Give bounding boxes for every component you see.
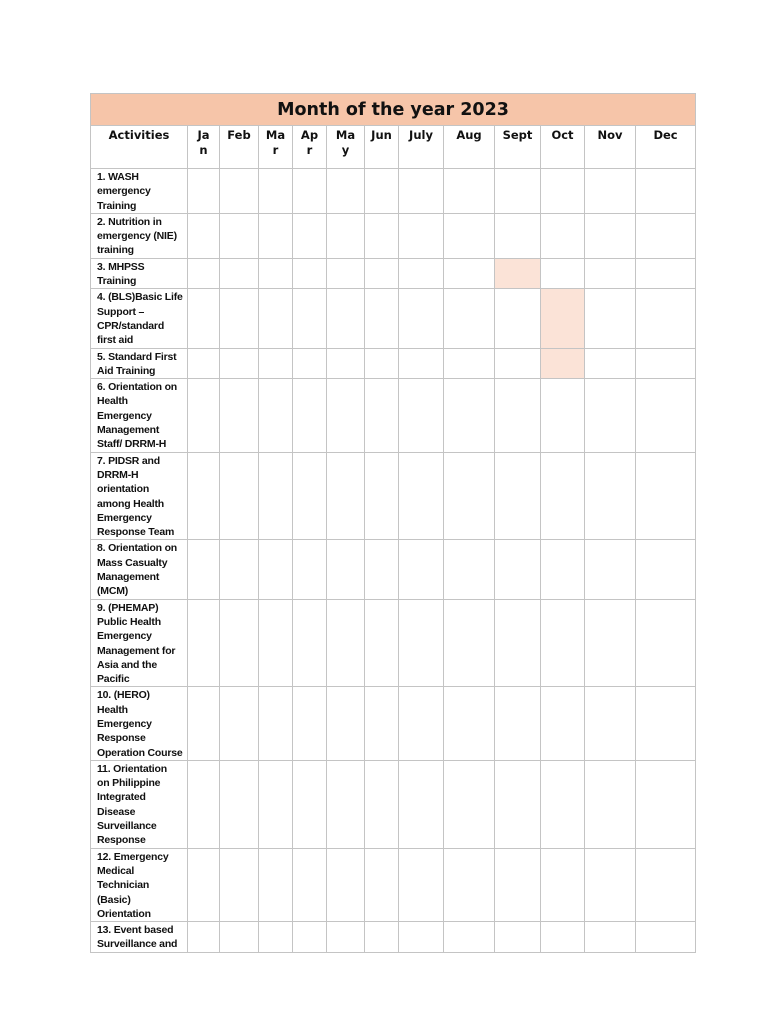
table-row: [91, 258, 696, 289]
schedule-cell: [365, 258, 399, 289]
schedule-cell: [220, 169, 259, 214]
table-row: [91, 379, 696, 452]
schedule-cell: [365, 922, 399, 953]
schedule-cell: [495, 540, 541, 599]
schedule-cell: [495, 848, 541, 921]
schedule-cell: [495, 687, 541, 760]
schedule-cell: [259, 258, 293, 289]
schedule-cell: [188, 258, 220, 289]
month-header: Aug: [444, 126, 495, 169]
schedule-cell: [259, 348, 293, 379]
schedule-cell: [541, 379, 585, 452]
schedule-cell: [399, 452, 444, 540]
month-header: Ma y: [327, 126, 365, 169]
schedule-cell: [220, 540, 259, 599]
schedule-cell: [541, 687, 585, 760]
schedule-cell: [365, 348, 399, 379]
schedule-cell: [444, 540, 495, 599]
schedule-cell: [365, 599, 399, 687]
schedule-cell: [293, 848, 327, 921]
schedule-cell: [327, 289, 365, 348]
schedule-cell: [188, 848, 220, 921]
schedule-cell: [220, 258, 259, 289]
schedule-cell: [541, 540, 585, 599]
schedule-cell: [495, 213, 541, 258]
schedule-cell: [365, 169, 399, 214]
schedule-cell: [636, 213, 696, 258]
schedule-cell: [220, 348, 259, 379]
schedule-cell: [293, 169, 327, 214]
activity-cell: 1. WASH emergency Training: [91, 169, 188, 214]
schedule-cell: [188, 348, 220, 379]
schedule-cell: [495, 169, 541, 214]
schedule-cell-highlighted: [541, 289, 585, 348]
schedule-cell: [220, 848, 259, 921]
schedule-cell: [220, 289, 259, 348]
schedule-cell: [585, 258, 636, 289]
month-header: Oct: [541, 126, 585, 169]
schedule-cell: [220, 213, 259, 258]
activity-cell: 7. PIDSR and DRRM-H orientation among Health Emergency Response Team: [91, 452, 188, 540]
schedule-cell: [259, 922, 293, 953]
schedule-cell: [365, 687, 399, 760]
schedule-cell: [293, 922, 327, 953]
month-header: Sept: [495, 126, 541, 169]
schedule-cell: [636, 452, 696, 540]
schedule-cell: [495, 599, 541, 687]
table-row: [91, 540, 696, 599]
schedule-cell: [444, 169, 495, 214]
table-row: [91, 922, 696, 953]
schedule-cell: [636, 760, 696, 848]
table-row: [91, 169, 696, 214]
schedule-cell: [365, 213, 399, 258]
activity-calendar-table: [90, 93, 696, 953]
schedule-cell: [327, 922, 365, 953]
month-header: Ap r: [293, 126, 327, 169]
schedule-cell: [444, 379, 495, 452]
table-row: [91, 687, 696, 760]
schedule-cell: [636, 169, 696, 214]
schedule-cell: [585, 599, 636, 687]
activity-cell: 13. Event based Surveillance and: [91, 922, 188, 953]
activity-cell: 10. (HERO) Health Emergency Response Operation Course: [91, 687, 188, 760]
schedule-cell: [585, 687, 636, 760]
schedule-cell-highlighted: [495, 258, 541, 289]
schedule-cell: [259, 540, 293, 599]
schedule-cell: [444, 848, 495, 921]
schedule-cell: [444, 687, 495, 760]
schedule-cell: [541, 258, 585, 289]
schedule-cell: [636, 922, 696, 953]
schedule-cell: [636, 289, 696, 348]
schedule-cell: [495, 760, 541, 848]
schedule-cell: [220, 379, 259, 452]
schedule-cell: [495, 289, 541, 348]
schedule-cell: [585, 540, 636, 599]
schedule-cell: [585, 169, 636, 214]
schedule-cell: [365, 452, 399, 540]
table-body: [91, 169, 696, 953]
schedule-cell: [444, 599, 495, 687]
activity-cell: 11. Orientation on Philippine Integrated Disease Surveillance Response: [91, 760, 188, 848]
schedule-cell: [585, 452, 636, 540]
schedule-cell: [188, 169, 220, 214]
schedule-cell: [188, 922, 220, 953]
table-row: [91, 452, 696, 540]
schedule-cell: [365, 379, 399, 452]
schedule-cell: [188, 599, 220, 687]
month-header: Jun: [365, 126, 399, 169]
table-row: [91, 348, 696, 379]
table-row: [91, 760, 696, 848]
schedule-cell: [585, 289, 636, 348]
schedule-cell: [541, 599, 585, 687]
schedule-cell: [399, 258, 444, 289]
schedule-cell: [259, 760, 293, 848]
schedule-cell: [585, 848, 636, 921]
schedule-cell: [636, 599, 696, 687]
schedule-cell: [399, 760, 444, 848]
schedule-cell: [259, 213, 293, 258]
schedule-cell: [327, 213, 365, 258]
schedule-cell: [399, 687, 444, 760]
schedule-cell: [585, 379, 636, 452]
schedule-cell: [259, 379, 293, 452]
schedule-cell-highlighted: [541, 348, 585, 379]
table-row: [91, 599, 696, 687]
schedule-cell: [293, 760, 327, 848]
schedule-cell: [188, 687, 220, 760]
schedule-cell: [327, 452, 365, 540]
schedule-cell: [365, 289, 399, 348]
month-header: Ja n: [188, 126, 220, 169]
schedule-cell: [327, 760, 365, 848]
schedule-cell: [259, 599, 293, 687]
schedule-cell: [327, 379, 365, 452]
schedule-cell: [259, 848, 293, 921]
schedule-cell: [259, 169, 293, 214]
month-header: Ma r: [259, 126, 293, 169]
schedule-cell: [188, 540, 220, 599]
schedule-cell: [541, 760, 585, 848]
schedule-cell: [293, 213, 327, 258]
schedule-cell: [399, 213, 444, 258]
schedule-cell: [327, 687, 365, 760]
activity-cell: 8. Orientation on Mass Casualty Management (MCM): [91, 540, 188, 599]
schedule-cell: [541, 922, 585, 953]
schedule-cell: [293, 540, 327, 599]
schedule-cell: [188, 760, 220, 848]
schedule-cell: [399, 848, 444, 921]
schedule-cell: [327, 599, 365, 687]
activity-cell: 6. Orientation on Health Emergency Management Staff/ DRRM-H: [91, 379, 188, 452]
schedule-cell: [293, 599, 327, 687]
schedule-cell: [327, 540, 365, 599]
schedule-cell: [220, 922, 259, 953]
schedule-cell: [399, 599, 444, 687]
header-row: [91, 126, 696, 169]
schedule-cell: [636, 848, 696, 921]
schedule-cell: [220, 687, 259, 760]
schedule-cell: [220, 760, 259, 848]
month-header: Dec: [636, 126, 696, 169]
schedule-cell: [293, 452, 327, 540]
schedule-cell: [365, 760, 399, 848]
schedule-cell: [636, 348, 696, 379]
month-header: July: [399, 126, 444, 169]
schedule-cell: [636, 258, 696, 289]
month-header: Feb: [220, 126, 259, 169]
schedule-cell: [444, 348, 495, 379]
schedule-cell: [188, 289, 220, 348]
schedule-cell: [399, 379, 444, 452]
schedule-cell: [399, 169, 444, 214]
schedule-cell: [444, 213, 495, 258]
schedule-cell: [327, 348, 365, 379]
schedule-cell: [399, 348, 444, 379]
schedule-cell: [399, 289, 444, 348]
schedule-cell: [541, 452, 585, 540]
activity-cell: 4. (BLS)Basic Life Support – CPR/standard first aid: [91, 289, 188, 348]
table-title: Month of the year 2023: [91, 94, 696, 126]
schedule-cell: [636, 379, 696, 452]
schedule-cell: [365, 848, 399, 921]
schedule-cell: [327, 848, 365, 921]
month-header: Nov: [585, 126, 636, 169]
schedule-cell: [541, 848, 585, 921]
schedule-cell: [585, 922, 636, 953]
schedule-cell: [365, 540, 399, 599]
schedule-cell: [293, 289, 327, 348]
schedule-cell: [259, 452, 293, 540]
schedule-cell: [495, 922, 541, 953]
schedule-cell: [495, 452, 541, 540]
schedule-cell: [188, 213, 220, 258]
activity-cell: 2. Nutrition in emergency (NIE) training: [91, 213, 188, 258]
schedule-cell: [585, 348, 636, 379]
activity-cell: 12. Emergency Medical Technician (Basic) Orientation: [91, 848, 188, 921]
activity-cell: 9. (PHEMAP) Public Health Emergency Management for Asia and the Pacific: [91, 599, 188, 687]
schedule-cell: [585, 760, 636, 848]
schedule-cell: [259, 289, 293, 348]
schedule-cell: [293, 687, 327, 760]
schedule-cell: [259, 687, 293, 760]
schedule-cell: [541, 169, 585, 214]
schedule-cell: [399, 540, 444, 599]
schedule-cell: [444, 258, 495, 289]
schedule-cell: [220, 599, 259, 687]
schedule-cell: [541, 213, 585, 258]
schedule-cell: [293, 258, 327, 289]
schedule-cell: [444, 922, 495, 953]
schedule-cell: [188, 379, 220, 452]
schedule-cell: [636, 687, 696, 760]
schedule-cell: [188, 452, 220, 540]
schedule-cell: [293, 348, 327, 379]
schedule-cell: [636, 540, 696, 599]
schedule-cell: [399, 922, 444, 953]
activity-cell: 5. Standard First Aid Training: [91, 348, 188, 379]
table-row: [91, 213, 696, 258]
schedule-cell: [327, 258, 365, 289]
schedule-cell: [220, 452, 259, 540]
schedule-cell: [293, 379, 327, 452]
schedule-cell: [585, 213, 636, 258]
activity-cell: 3. MHPSS Training: [91, 258, 188, 289]
schedule-cell: [495, 379, 541, 452]
table-row: [91, 848, 696, 921]
table-row: [91, 289, 696, 348]
schedule-cell: [495, 348, 541, 379]
activities-header: Activities: [91, 126, 188, 169]
schedule-cell: [444, 760, 495, 848]
schedule-cell: [327, 169, 365, 214]
schedule-cell: [444, 289, 495, 348]
schedule-cell: [444, 452, 495, 540]
